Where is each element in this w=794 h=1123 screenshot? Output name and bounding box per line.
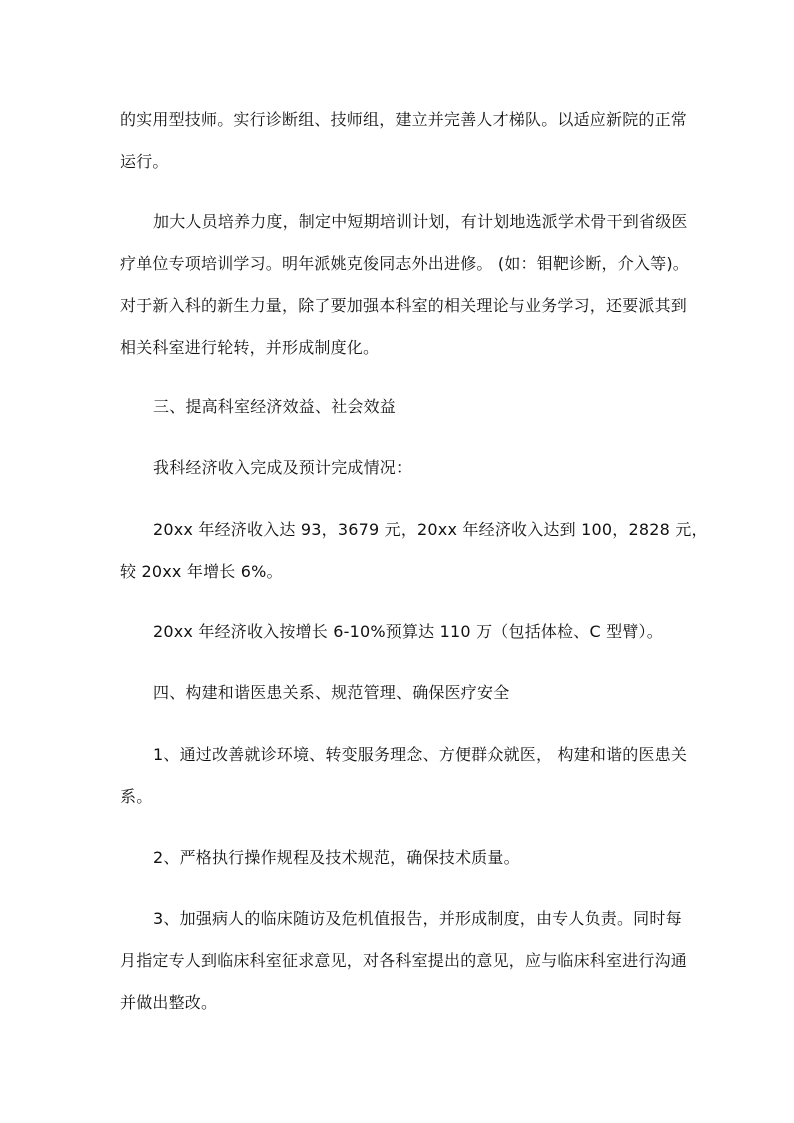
section-heading: 四、构建和谐医患关系、规范管理、确保医疗安全 [153, 683, 510, 702]
paragraph-line: 加大人员培养力度，制定中短期培训计划，有计划地选派学术骨干到省级医 [153, 212, 688, 231]
paragraph-line: 2、严格执行操作规程及技术规范，确保技术质量。 [153, 848, 520, 867]
paragraph-line: 对于新入科的新生力量，除了要加强本科室的相关理论与业务学习，还要派其到 [120, 296, 688, 315]
paragraph-line: 较 20xx 年增长 6%。 [120, 562, 283, 581]
paragraph-line: 月指定专人到临床科室征求意见，对各科室提出的意见，应与临床科室进行沟通 [120, 951, 688, 970]
paragraph-line: 并做出整改。 [120, 993, 218, 1012]
paragraph-line: 3、加强病人的临床随访及危机值报告，并形成制度，由专人负责。同时每 [153, 909, 682, 928]
paragraph-line: 的实用型技师。实行诊断组、技师组，建立并完善人才梯队。以适应新院的正常 [120, 110, 688, 129]
paragraph-line: 系。 [120, 787, 153, 806]
paragraph-line: 1、通过改善就诊环境、转变服务理念、方便群众就医， 构建和谐的医患关 [153, 745, 688, 764]
paragraph-line: 运行。 [120, 152, 169, 171]
paragraph-line: 20xx 年经济收入达 93，3679 元，20xx 年经济收入达到 100，2828 元， [153, 520, 708, 539]
paragraph-line: 我科经济收入完成及预计完成情况： [153, 458, 413, 477]
paragraph-line: 疗单位专项培训学习。明年派姚克俊同志外出进修。 (如：钼靶诊断，介入等)。 [120, 254, 689, 273]
paragraph-line: 相关科室进行轮转，并形成制度化。 [120, 338, 380, 357]
section-heading: 三、提高科室经济效益、社会效益 [153, 397, 397, 416]
paragraph-line: 20xx 年经济收入按增长 6-10%预算达 110 万（包括体检、C 型臂）。 [153, 622, 663, 641]
